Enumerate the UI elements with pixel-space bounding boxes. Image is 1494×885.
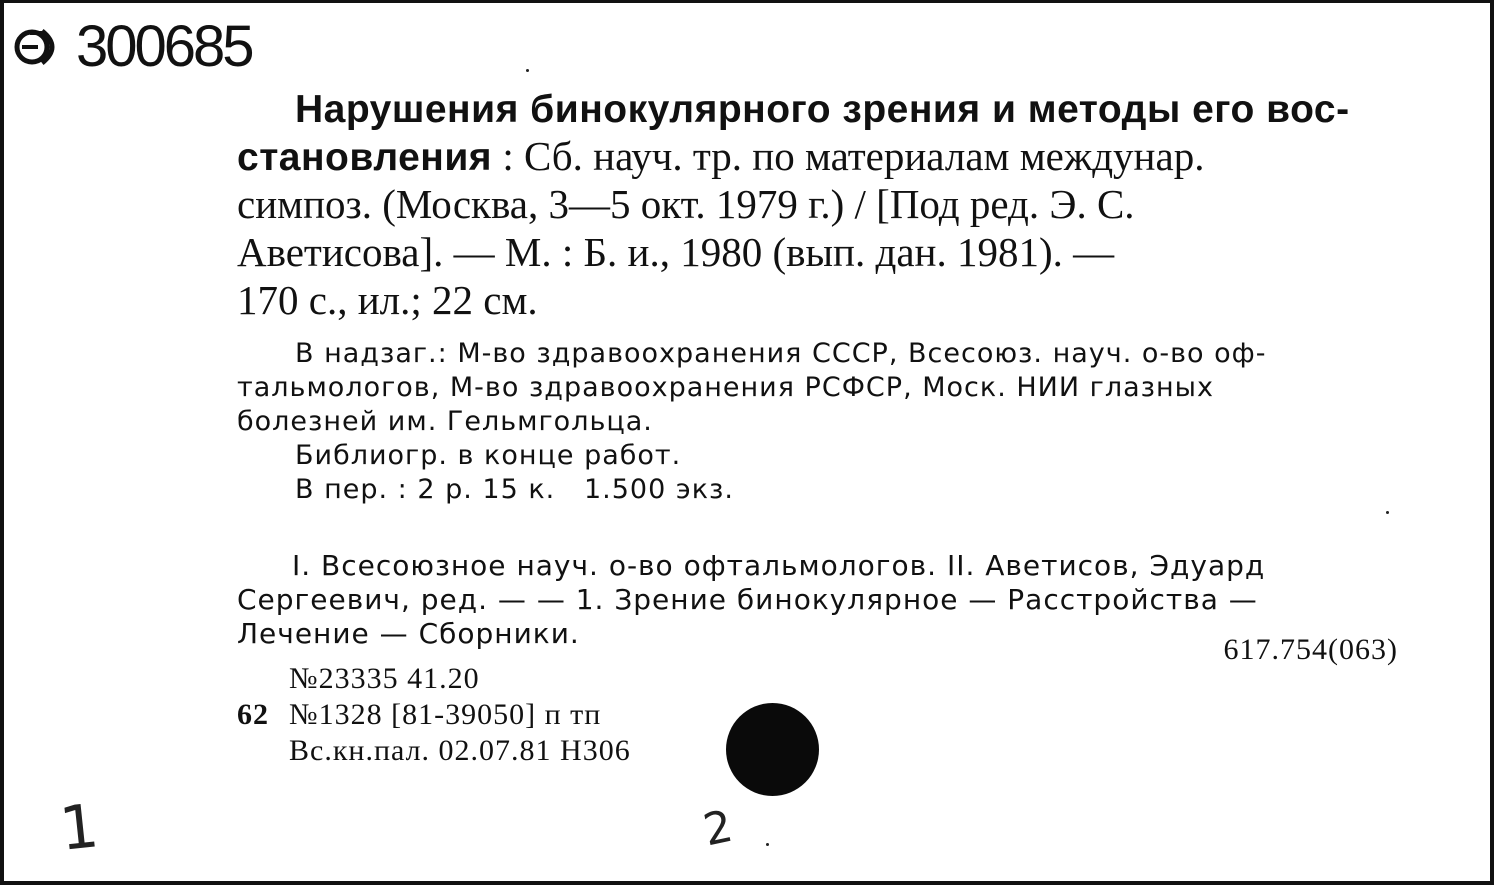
accession-number: 300685 [76,14,252,79]
handwritten-number-bottom: 2 [699,800,737,857]
title-line: Аветисова]. — М. : Б. и., 1980 (вып. дан. 1981). — [237,229,1115,275]
library-stamp-icon [8,17,74,77]
pub-prefix: 62 [237,698,269,731]
card-body [237,85,1412,651]
title-line: 170 с., ил.; 22 см. [237,277,538,323]
publication-info [237,661,631,769]
card-header [8,14,252,79]
udc-classification: 617.754(063) [1223,633,1398,666]
notes-section [237,337,1412,507]
pub-line-1: №23335 41.20 [289,662,480,695]
bibliography-note: Библиогр. в конце работ. [295,440,682,471]
ink-speck [766,843,769,846]
tracing-line: Лечение — Сборники. [237,617,580,650]
note-line: болезней им. Гельмгольца. [237,406,653,437]
note-line: В надзаг.: М-во здравоохранения СССР, Всесоюз. науч. о-во оф- [295,338,1267,369]
title-line: Нарушения бинокулярного зрения и методы его вос- [295,88,1350,131]
title-line: симпоз. (Москва, 3—5 окт. 1979 г.) / [Под ред. Э. С. [237,181,1135,227]
title-line: становления : Сб. науч. тр. по материалам междунар. [237,133,1205,179]
ink-speck [526,69,529,72]
pub-line-2: 62 №1328 [81-39050] п тп [237,698,602,731]
pub-line-3: Вс.кн.пал. 02.07.81 Н306 [289,734,631,767]
price-note: В пер. : 2 р. 15 к. 1.500 экз. [295,474,734,505]
tracing-line: Сергеевич, ред. — — 1. Зрение бинокулярное — Расстройства — [237,583,1258,616]
ink-speck [1386,511,1389,514]
note-line: тальмологов, М-во здравоохранения РСФСР, Моск. НИИ глазных [237,372,1214,403]
punch-hole [726,703,819,796]
handwritten-number-left: 1 [56,791,102,865]
tracing-line: I. Всесоюзное науч. о-во офтальмологов. II. Аветисов, Эдуард [292,549,1266,582]
bibliographic-description [237,85,1412,325]
